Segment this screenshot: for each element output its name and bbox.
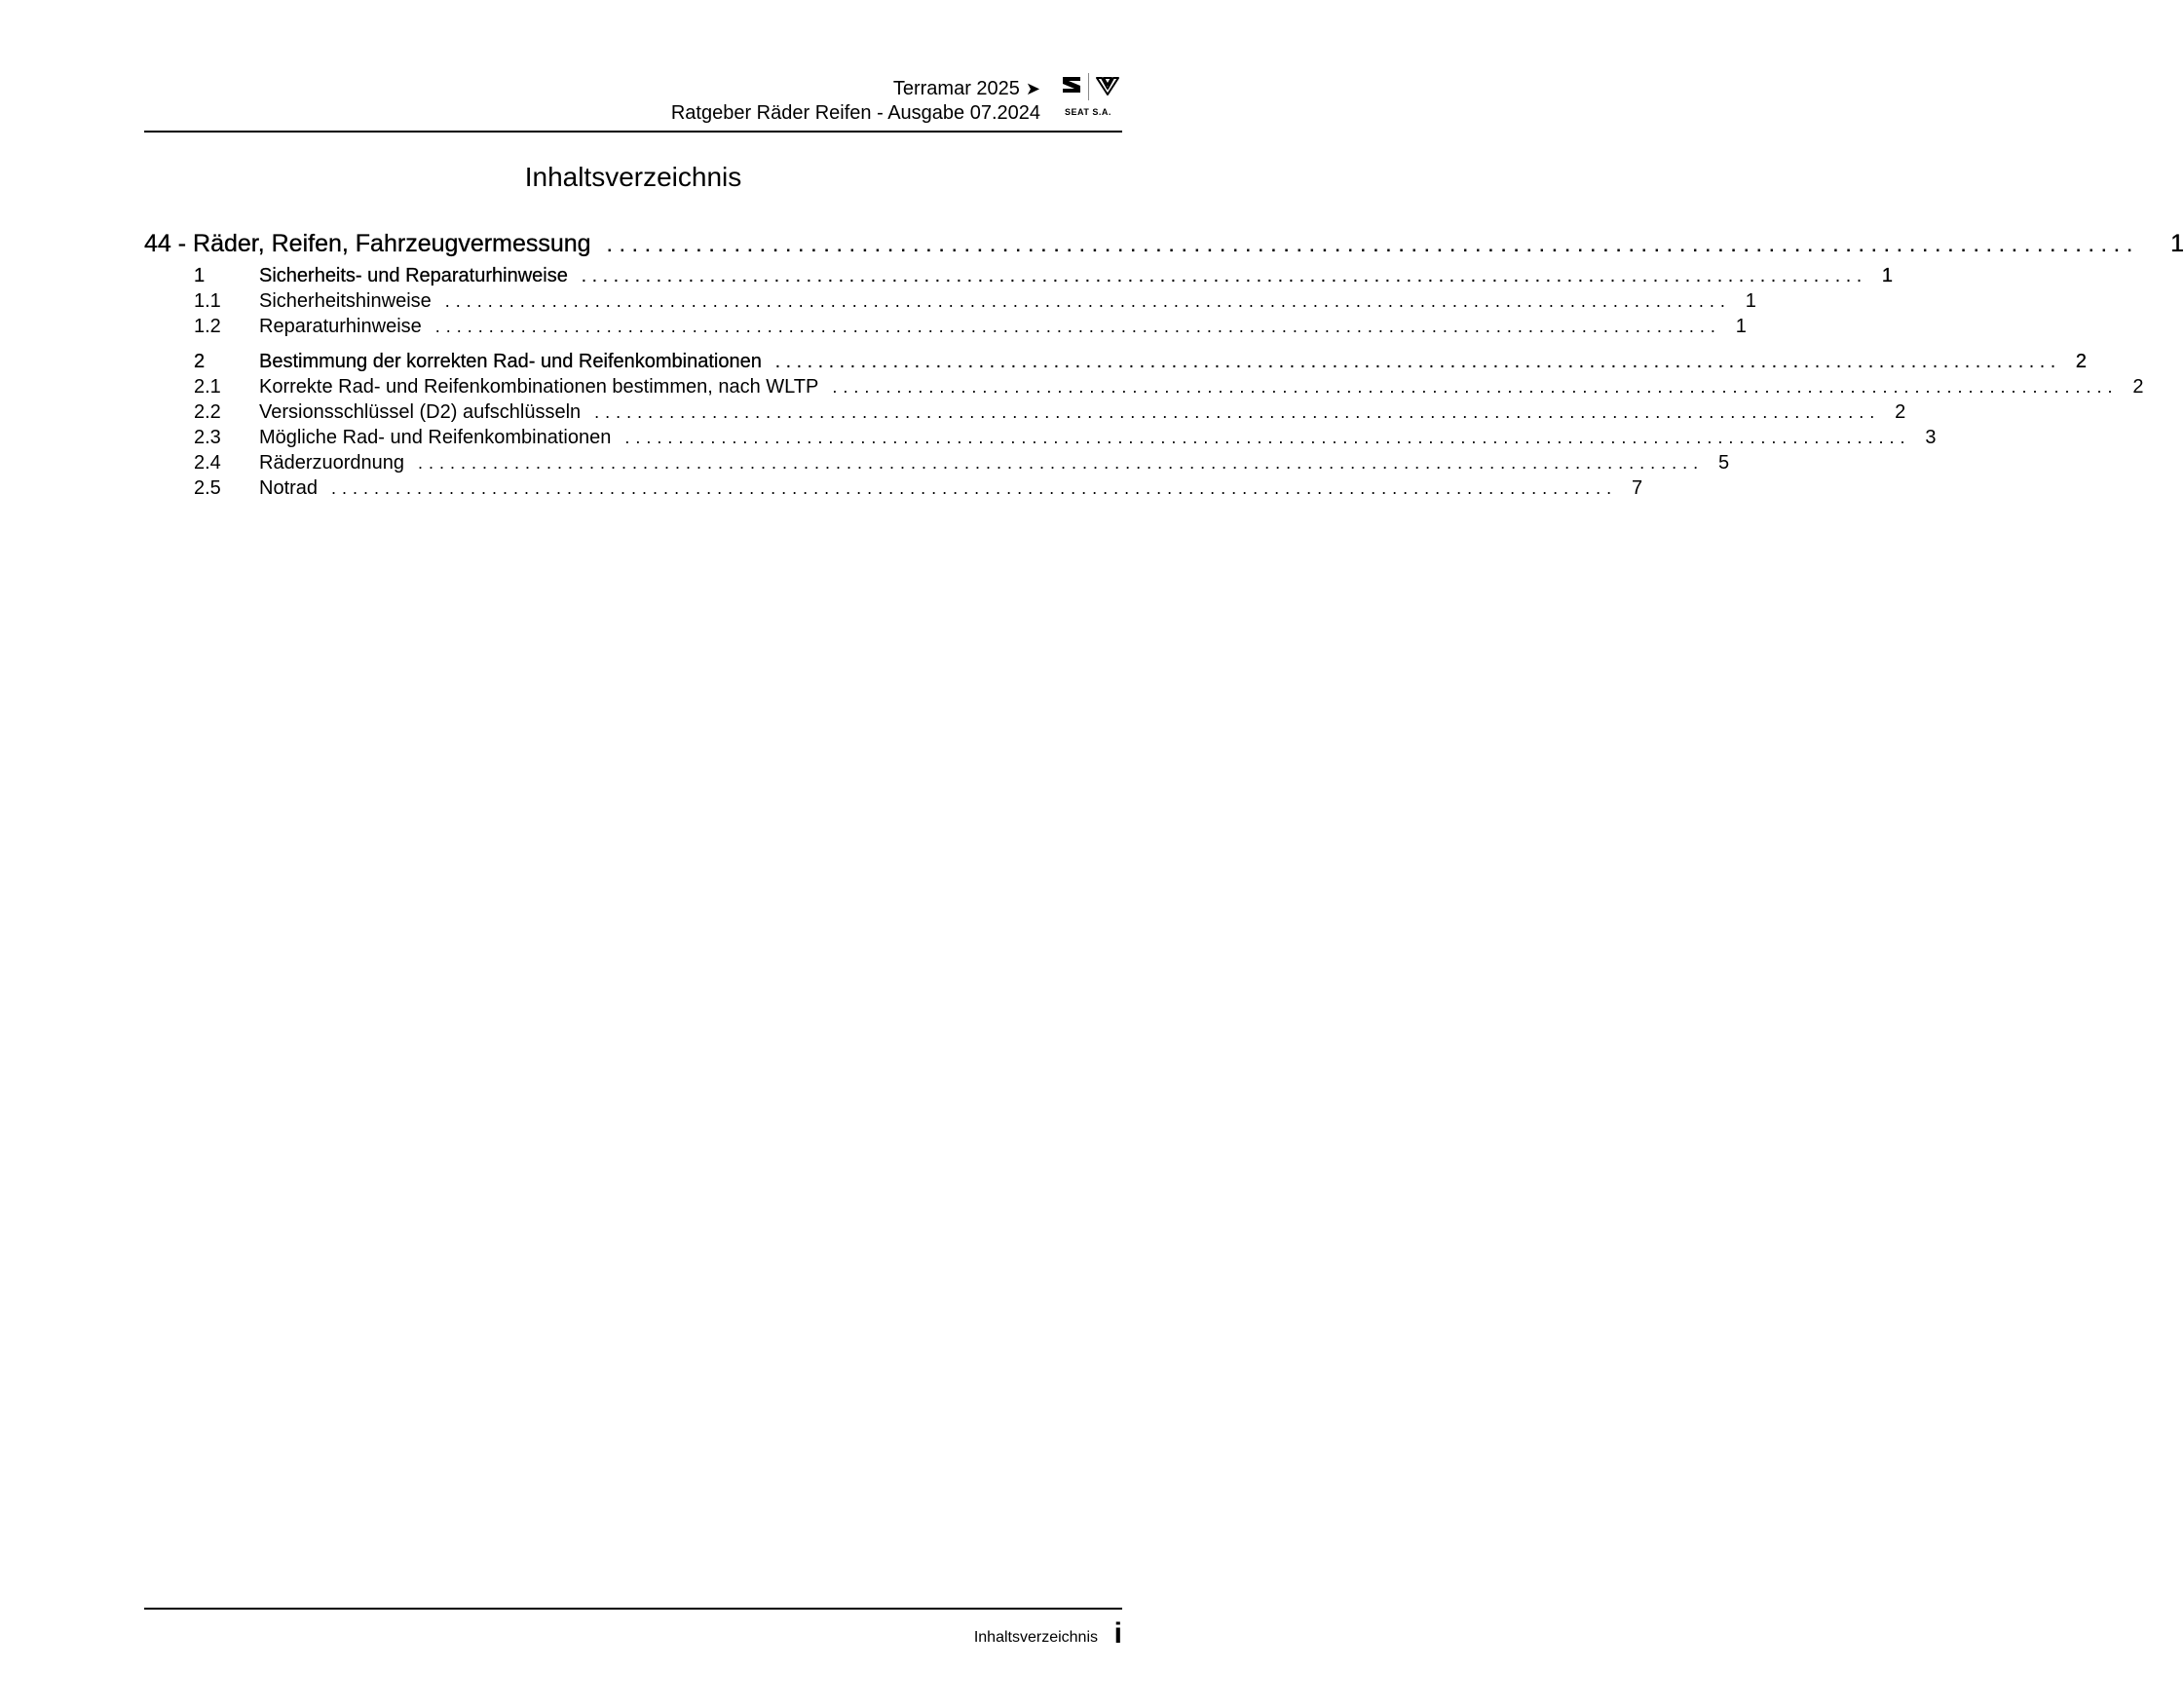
toc-page: 2 (2132, 376, 2144, 398)
toc-page: 3 (1925, 427, 1937, 448)
toc-entry-1[interactable] (144, 265, 1893, 290)
toc-number: 1 (194, 265, 206, 286)
toc-page: 1 (1881, 265, 1893, 286)
toc-page: 1 (1745, 290, 1756, 312)
toc-number: 1.1 (194, 290, 221, 312)
toc-entry-chapter-44[interactable] (144, 230, 2184, 265)
seat-logo-icon (1062, 76, 1081, 94)
toc-entry-2[interactable] (144, 351, 2087, 376)
toc-leader-dots: ........................................................................................................................ (774, 352, 2061, 371)
logo-divider (1088, 73, 1089, 100)
toc-label: Notrad (259, 477, 319, 499)
toc-entry-1-1[interactable] (144, 290, 1756, 316)
toc-entry-1-2[interactable] (144, 316, 1747, 341)
toc-entry-2-4[interactable] (144, 452, 1730, 477)
toc-number: 2 (194, 351, 206, 372)
toc-entry-2-5[interactable] (144, 477, 1643, 503)
toc-leader-dots: ........................................................................................................................ (434, 317, 1721, 336)
toc-label: 44 - Räder, Reifen, Fahrzeugvermessung (144, 230, 591, 257)
toc-leader-dots: ........................................................................................................................ (418, 453, 1705, 473)
toc-number: 2.3 (194, 427, 221, 448)
page-footer (144, 1608, 1122, 1649)
toc-page: 1 (1735, 316, 1747, 337)
toc-entry-2-1[interactable] (144, 376, 2144, 401)
header-model-line (671, 77, 1040, 101)
toc-entry-2-2[interactable] (144, 401, 1906, 427)
arrow-icon: ➤ (1025, 79, 1040, 98)
toc-leader-dots: ........................................................................................................................ (594, 402, 1881, 422)
toc-label: Bestimmung der korrekten Rad- und Reifenkombinationen (259, 351, 762, 372)
header-model: Terramar 2025 (892, 78, 1020, 99)
toc-page: 7 (1632, 477, 1643, 499)
toc-page: 1 (2170, 230, 2184, 257)
toc-number: 1.2 (194, 316, 221, 337)
toc-leader-dots: ........................................................................................................................ (832, 377, 2119, 397)
toc-label: Mögliche Rad- und Reifenkombinationen (259, 427, 612, 448)
toc-page: 2 (1895, 401, 1906, 423)
toc-leader-dots: ........................................................................................................................ (581, 266, 1867, 285)
toc-number: 2.2 (194, 401, 221, 423)
table-of-contents (144, 230, 2184, 503)
toc-number: 2.4 (194, 452, 221, 474)
toc-label: Korrekte Rad- und Reifenkombinationen bestimmen, nach WLTP (259, 376, 819, 398)
toc-page: 5 (1718, 452, 1730, 474)
toc-label: Sicherheitshinweise (259, 290, 432, 312)
page-title: Inhaltsverzeichnis (524, 162, 742, 192)
toc-label: Räderzuordnung (259, 452, 404, 474)
toc-label: Sicherheits- und Reparaturhinweise (259, 265, 568, 286)
brand-logo (1048, 72, 1122, 123)
cupra-logo-icon (1096, 76, 1119, 95)
brand-label: SEAT S.A. (1065, 107, 1111, 117)
toc-label: Versionsschlüssel (D2) aufschlüsseln (259, 401, 582, 423)
toc-label: Reparaturhinweise (259, 316, 422, 337)
toc-number: 2.1 (194, 376, 221, 398)
toc-number: 2.5 (194, 477, 221, 499)
toc-leader-dots: ........................................................................................................................ (624, 428, 1911, 447)
header-text (671, 77, 1040, 126)
toc-leader-dots: ........................................................................................................................ (606, 232, 2140, 256)
toc-entry-2-3[interactable] (144, 427, 1937, 452)
footer-page-number: i (1113, 1617, 1122, 1650)
page-header (144, 72, 1122, 133)
toc-page: 2 (2075, 351, 2087, 372)
footer-label: Inhaltsverzeichnis (973, 1629, 1098, 1646)
toc-leader-dots: ........................................................................................................................ (331, 478, 1618, 498)
toc-leader-dots: ........................................................................................................................ (444, 291, 1731, 311)
header-edition: Ratgeber Räder Reifen - Ausgabe 07.2024 (670, 102, 1040, 124)
